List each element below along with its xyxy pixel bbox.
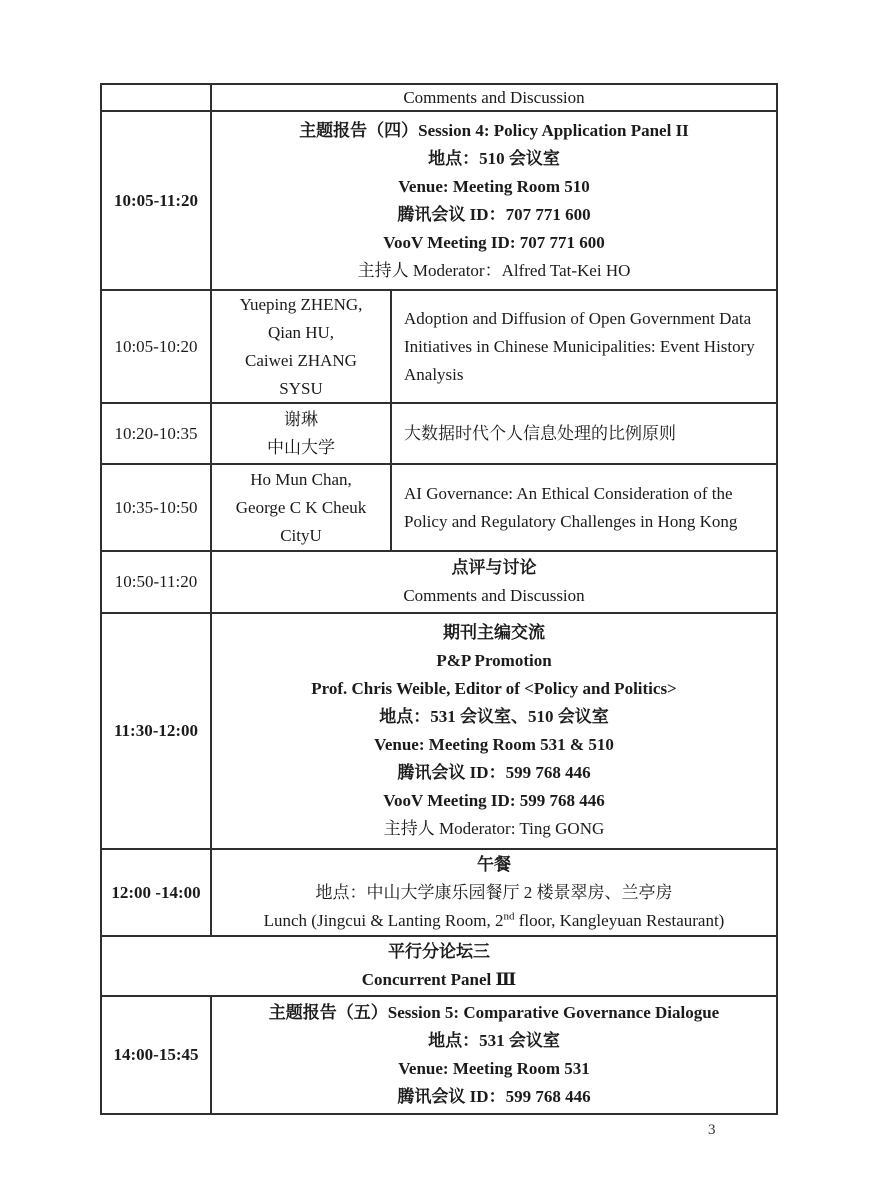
meeting-id-cn: 腾讯会议 ID：599 768 446 (397, 1087, 591, 1106)
time-text: 10:35-10:50 (114, 497, 198, 517)
time-cell (102, 552, 212, 612)
meeting-id-cn: 腾讯会议 ID：599 768 446 (397, 763, 591, 782)
speaker-cell (212, 465, 392, 550)
lunch-heading-cn: 午餐 (477, 854, 511, 874)
paper-title: Adoption and Diffusion of Open Government Data Initiatives in Chinese Municipalities: Event History Analysis (404, 308, 755, 384)
table-row-lunch (102, 850, 776, 937)
lunch-location-cn: 地点：中山大学康乐园餐厅 2 楼景翠房、兰亭房 (315, 882, 673, 902)
speaker-cell (212, 404, 392, 463)
time-cell (102, 465, 212, 550)
meeting-id-cn: 腾讯会议 ID：707 771 600 (397, 204, 591, 224)
paper-title: 大数据时代个人信息处理的比例原则 (404, 423, 676, 443)
comments-discussion-text: Comments and Discussion (403, 87, 585, 107)
event-title-cn: 期刊主编交流 (443, 623, 545, 642)
time-cell (102, 997, 212, 1113)
venue-en: Venue: Meeting Room 510 (398, 176, 590, 196)
moderator-line: 主持人 Moderator: Ting GONG (383, 819, 605, 838)
merged-cell (212, 552, 776, 612)
page-number: 3 (708, 1122, 716, 1138)
time-cell (102, 112, 212, 289)
comments-en: Comments and Discussion (403, 586, 585, 605)
speaker-affiliation: 中山大学 (267, 437, 335, 457)
panel-title-cn: 平行分论坛三 (388, 942, 490, 961)
speaker-name: Ho Mun Chan, (250, 469, 352, 489)
speaker-affiliation: SYSU (279, 378, 323, 398)
panel-title-en: Concurrent Panel Ⅲ (361, 970, 517, 989)
speaker-affiliation: CityU (280, 525, 322, 545)
table-row-talk1 (102, 291, 776, 404)
speaker-name: Caiwei ZHANG (245, 350, 357, 370)
table-row-talk3 (102, 465, 776, 552)
table-row-panel3-banner (102, 937, 776, 997)
time-text: 10:05-10:20 (114, 336, 198, 356)
conference-schedule-table (100, 83, 778, 1115)
time-text: 11:30-12:00 (113, 721, 199, 740)
merged-cell (212, 997, 776, 1113)
paper-title-cell (392, 465, 776, 550)
merged-cell (212, 85, 776, 110)
paper-title-cell (392, 404, 776, 463)
session-title: 主题报告（四）Session 4: Policy Application Panel II (299, 120, 689, 140)
venue-cn: 地点：510 会议室 (428, 148, 560, 168)
time-cell (102, 404, 212, 463)
venue-cn: 地点：531 会议室 (428, 1031, 560, 1050)
speaker-name: 谢琳 (284, 409, 318, 429)
venue-en: Venue: Meeting Room 531 & 510 (374, 735, 614, 754)
event-title-en: P&P Promotion (436, 651, 552, 670)
table-row-comments (102, 552, 776, 614)
merged-cell (212, 850, 776, 935)
moderator-line: 主持人 Moderator：Alfred Tat-Kei HO (357, 260, 631, 280)
time-text: 10:50-11:20 (114, 572, 198, 591)
table-row-pp-promotion (102, 614, 776, 850)
editor-line: Prof. Chris Weible, Editor of <Policy and Politics> (311, 679, 677, 698)
speaker-name: Qian HU, (267, 322, 335, 342)
speaker-name: Yueping ZHENG, (239, 294, 363, 314)
banner-cell (102, 937, 776, 995)
paper-title-cell (392, 291, 776, 402)
time-cell (102, 614, 212, 848)
speaker-name: George C K Cheuk (235, 497, 367, 517)
time-cell (102, 291, 212, 402)
venue-en: Venue: Meeting Room 531 (398, 1059, 590, 1078)
time-text: 12:00 -14:00 (111, 882, 201, 902)
table-row-comments-top (102, 85, 776, 112)
venue-cn: 地点：531 会议室、510 会议室 (379, 707, 609, 726)
merged-cell (212, 112, 776, 289)
lunch-text-post: floor, Kangleyuan Restaurant) (514, 910, 725, 930)
table-row-talk2 (102, 404, 776, 465)
table-row-session5-header (102, 997, 776, 1113)
time-text: 14:00-15:45 (113, 1045, 199, 1064)
lunch-ordinal-superscript: nd (503, 909, 515, 922)
time-text: 10:20-10:35 (114, 423, 198, 443)
time-cell-empty (102, 85, 212, 110)
table-row-session4-header (102, 112, 776, 291)
comments-cn: 点评与讨论 (451, 558, 537, 577)
session-title: 主题报告（五）Session 5: Comparative Governance Dialogue (268, 1003, 720, 1022)
speaker-cell (212, 291, 392, 402)
merged-cell (212, 614, 776, 848)
time-text: 10:05-11:20 (113, 190, 199, 210)
meeting-id-en: VooV Meeting ID: 599 768 446 (383, 791, 605, 810)
meeting-id-en: VooV Meeting ID: 707 771 600 (383, 232, 605, 252)
time-cell (102, 850, 212, 935)
lunch-text-pre: Lunch (Jingcui & Lanting Room, 2 (263, 910, 504, 930)
lunch-line-en (264, 907, 725, 935)
paper-title: AI Governance: An Ethical Consideration of the Policy and Regulatory Challenges in Hong Kong (404, 483, 738, 531)
